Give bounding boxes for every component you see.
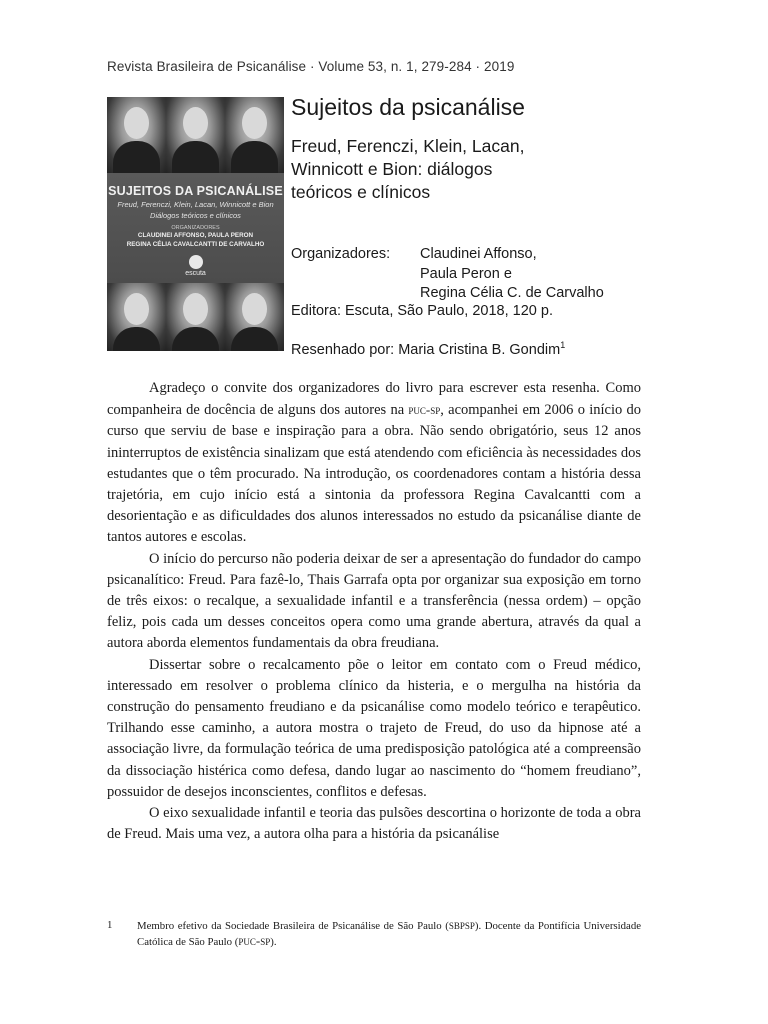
- footnote-text: Membro efetivo da Sociedade Brasileira de Psicanálise de São Paulo (sbpsp). Docente da Pontifícia Universidade Católica de São Paulo (puc-sp).: [137, 917, 642, 948]
- paragraph-4: O eixo sexualidade infantil e teoria das pulsões descortina o horizonte de toda a obra de Freud. Mais uma vez, a autora olha para a história da psicanálise: [107, 805, 641, 843]
- book-subtitle-line-1: Freud, Ferenczi, Klein, Lacan,: [291, 136, 525, 156]
- organizers-label: Organizadores:: [291, 246, 391, 262]
- book-subtitle-line-3: teóricos e clínicos: [291, 182, 431, 202]
- running-head: Revista Brasileira de Psicanálise · Volume 53, n. 1, 279-284 · 2019: [107, 59, 515, 74]
- cover-organizers-1: CLAUDINEI AFFONSO, PAULA PERON: [137, 232, 254, 239]
- reviewer-name: Resenhado por: Maria Cristina B. Gondim: [291, 342, 561, 358]
- book-subtitle: [291, 135, 591, 204]
- publisher-logo-icon: [189, 255, 203, 269]
- cover-subtitle-1: Freud, Ferenczi, Klein, Lacan, Winnicott e Bion: [117, 200, 274, 209]
- organizers-list: [420, 245, 604, 304]
- book-subtitle-line-2: Winnicott e Bion: diálogos: [291, 159, 493, 179]
- paragraph-2: O início do percurso não poderia deixar de ser a apresentação do fundador do campo psicanalítico: Freud. Para fazê-lo, Thais Garrafa opta por organizar sua exposição em torno de três eixos: o recalque, a sexualidade infantil e a transferência (nessa ordem) – opção feliz, pois cada um desses conceitos opera como uma grande abertura, através da qual a autora aborda elementos fundamentais da obra freudiana.: [107, 550, 641, 652]
- paragraph-1: Agradeço o convite dos organizadores do livro para escrever esta resenha. Como companheira de docência de alguns dos autores na puc-sp, acompanhei em 2006 o início do curso que serviu de base e inspiração para a obra. Não sendo obrigatório, seus 12 anos ininterruptos de existência sinalizam que está atendendo com eficiência às necessidades dos estudantes que o têm procurado. Na introdução, os coordenadores contam a história dessa trajetória, em cujo início está a sintonia da professora Regina Cavalcantti com a desorientação e as dificuldades dos alunos interessados no estudo da psicanálise diante de tantos autores e escolas.: [107, 380, 641, 546]
- footnote: [107, 918, 641, 949]
- cover-portrait-1: [107, 97, 166, 173]
- footnote-number: 1: [107, 919, 113, 931]
- publisher-info: Editora: Escuta, São Paulo, 2018, 120 p.: [291, 303, 553, 319]
- cover-portrait-6: [225, 283, 284, 351]
- review-body: [107, 378, 641, 845]
- book-cover-image: [107, 97, 284, 351]
- cover-portrait-2: [166, 97, 225, 173]
- cover-portrait-4: [107, 283, 166, 351]
- reviewer-line: [291, 341, 565, 360]
- cover-subtitle-2: Diálogos teóricos e clínicos: [150, 211, 241, 220]
- organizer-2: Paula Peron e: [420, 265, 512, 282]
- cover-portrait-5: [166, 283, 225, 351]
- organizer-1: Claudinei Affonso,: [420, 246, 537, 262]
- book-title: Sujeitos da psicanálise: [291, 94, 525, 120]
- cover-organizers-label: ORGANIZADORES: [171, 225, 220, 231]
- footnote-ref[interactable]: 1: [560, 340, 566, 351]
- cover-portrait-3: [225, 97, 284, 173]
- cover-organizers-2: REGINA CÉLIA CAVALCANTTI DE CARVALHO: [126, 241, 265, 248]
- cover-publisher: escuta: [185, 270, 206, 277]
- cover-title: SUJEITOS DA PSICANÁLISE: [108, 184, 283, 198]
- organizer-3: Regina Célia C. de Carvalho: [420, 285, 604, 301]
- paragraph-3: Dissertar sobre o recalcamento põe o leitor em contato com o Freud médico, interessado em resolver o problema clínico da histeria, e o mergulha na história da construção do pensamento freudiano e da psicanálise como modelo teórico e terapêutico. Trilhando esse caminho, a autora mostra o trajeto de Freud, do uso da hipnose até a associação livre, da formulação teórica de uma predisposição patológica até a compreensão da dissociação histérica como defesa, dando lugar ao nascimento do “homem freudiano”, possuidor de desejos inconscientes, conflitos e defesas.: [107, 656, 641, 800]
- cover-title-band: [107, 173, 284, 283]
